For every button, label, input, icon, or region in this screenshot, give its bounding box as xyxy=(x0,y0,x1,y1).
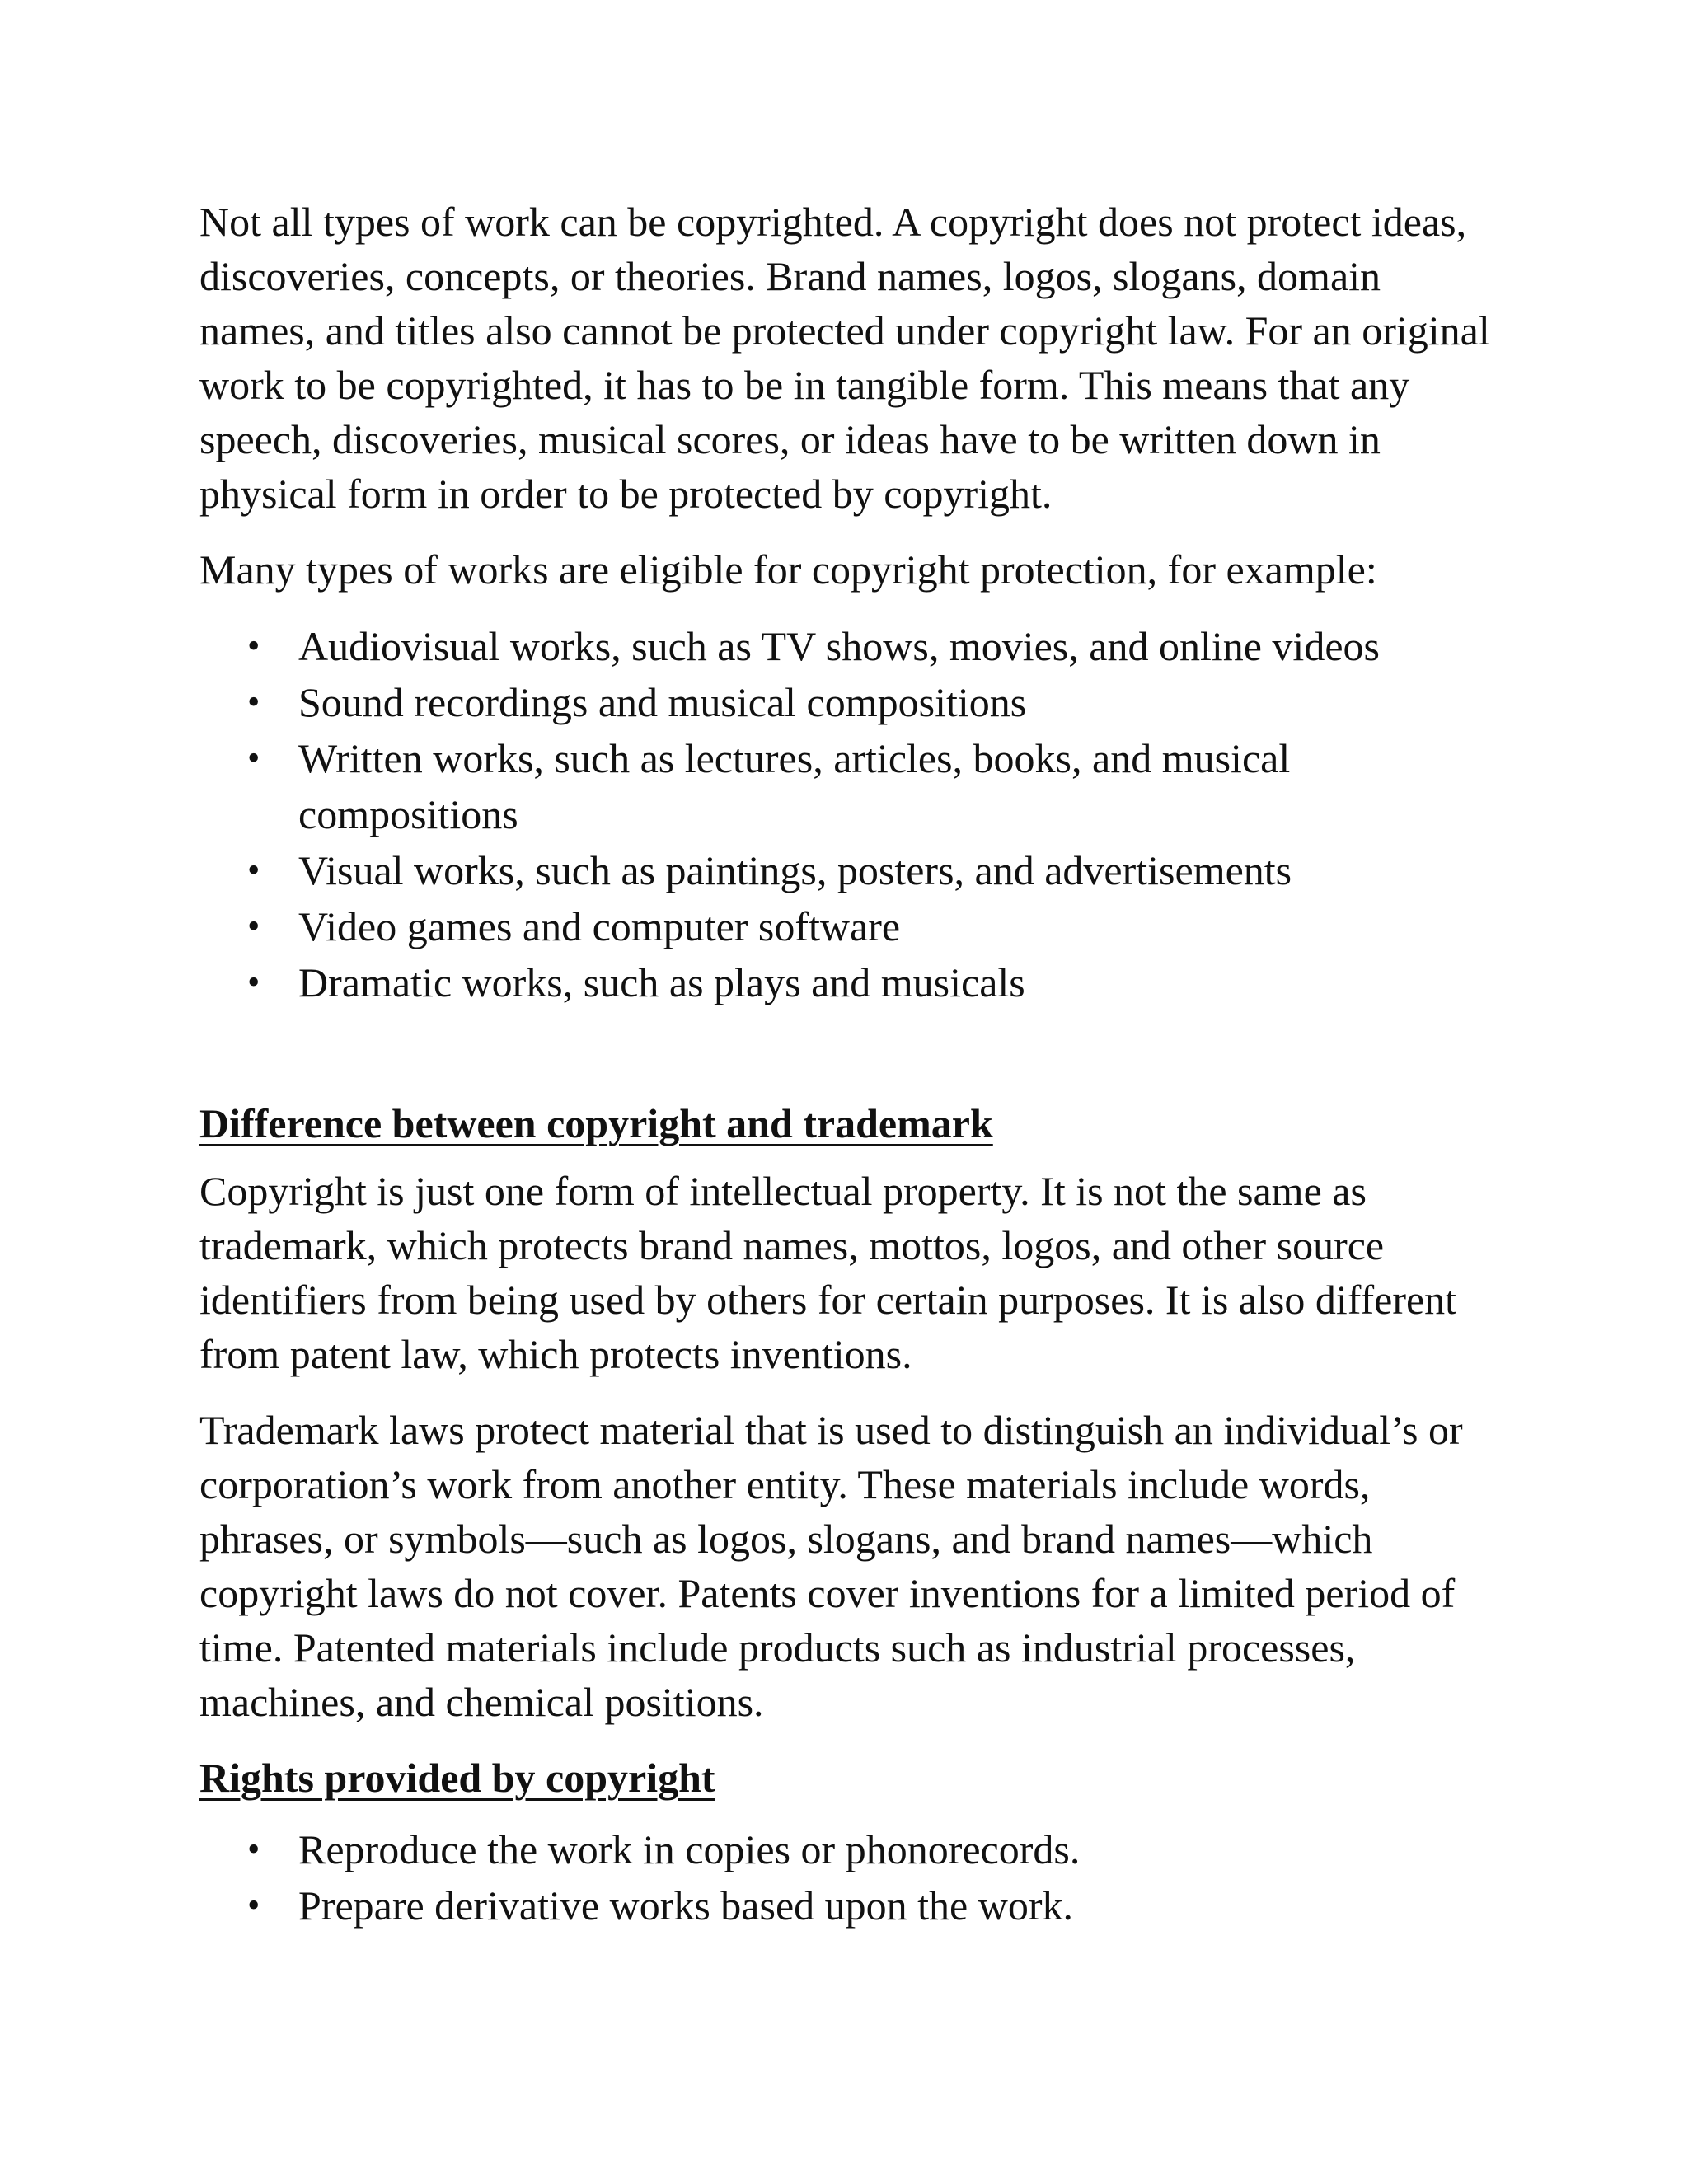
heading-difference: Difference between copyright and trademark xyxy=(199,1100,993,1146)
document-page xyxy=(199,194,1502,1933)
paragraph-copyright-limits: Not all types of work can be copyrighted. A copyright does not protect ideas, discoveries, concepts, or theories. Brand names, logos, slogans, domain names, and titles also cannot be protected under copyright law. For an original work to be copyrighted, it has to be in tangible form. This means that any speech, discoveries, musical scores, or ideas have to be written down in physical form in order to be protected by copyright. xyxy=(199,199,1490,517)
list-item: • Audiovisual works, such as TV shows, movies, and online videos xyxy=(298,618,1502,674)
paragraph-trademark-laws: Trademark laws protect material that is used to distinguish an individual’s or corporation’s work from another entity. These materials include words, phrases, or symbols—such as logos, slogans, and brand names—which copyright laws do not cover. Patents cover inventions for a limited period of time. Patented materials include products such as industrial processes, machines, and chemical positions. xyxy=(199,1407,1463,1725)
bullet-icon: • xyxy=(247,1829,260,1869)
bullet-icon: • xyxy=(247,738,260,778)
heading-rights: Rights provided by copyright xyxy=(199,1755,715,1801)
list-item: • Visual works, such as paintings, posters, and advertisements xyxy=(298,842,1502,898)
list-item: • Video games and computer software xyxy=(298,898,1502,954)
bullet-icon: • xyxy=(247,626,260,666)
paragraph-eligible-intro: Many types of works are eligible for copyright protection, for example: xyxy=(199,546,1377,593)
bullet-icon: • xyxy=(247,1885,260,1925)
rights-list xyxy=(199,1821,1502,1933)
list-item: • Prepare derivative works based upon the work. xyxy=(298,1877,1502,1933)
paragraph-copyright-vs-trademark: Copyright is just one form of intellectual property. It is not the same as trademark, which protects brand names, mottos, logos, and other source identifiers from being used by others for certain purposes. It is also different from patent law, which protects inventions. xyxy=(199,1168,1457,1377)
list-item: • Dramatic works, such as plays and musicals xyxy=(298,954,1502,1010)
bullet-icon: • xyxy=(247,850,260,890)
list-item: • Sound recordings and musical compositions xyxy=(298,674,1502,730)
bullet-icon: • xyxy=(247,906,260,946)
list-item: • Written works, such as lectures, articles, books, and musical compositions xyxy=(298,730,1502,842)
eligible-works-list xyxy=(199,618,1502,1010)
list-item: • Reproduce the work in copies or phonorecords. xyxy=(298,1821,1502,1877)
bullet-icon: • xyxy=(247,682,260,722)
bullet-icon: • xyxy=(247,962,260,1002)
